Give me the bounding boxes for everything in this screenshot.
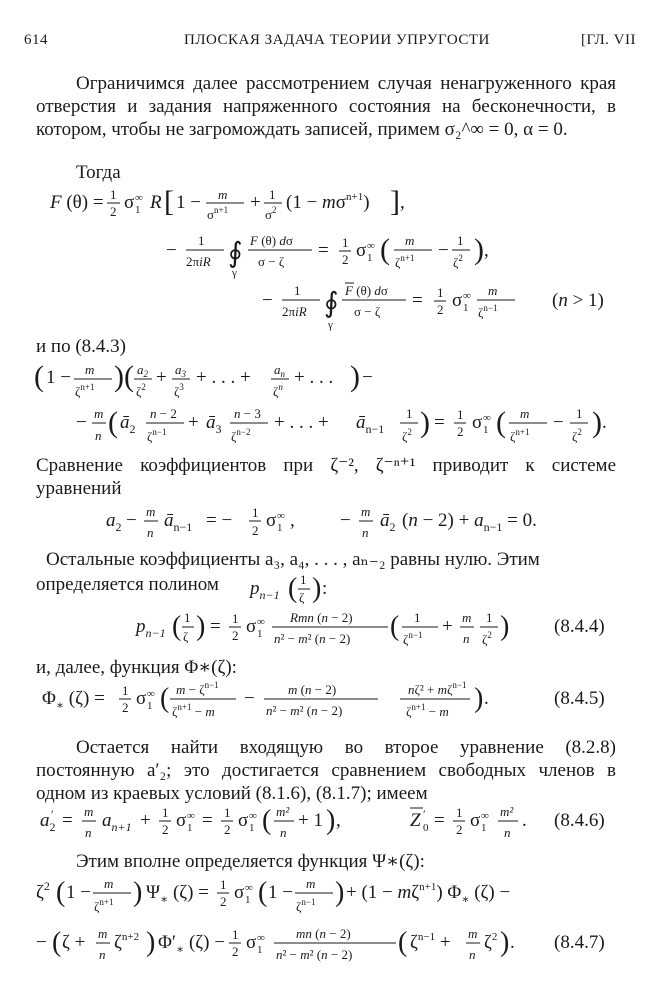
svg-text:+: + — [250, 192, 261, 213]
svg-text:(: ( — [56, 877, 66, 908]
equation-integral-2 — [0, 276, 659, 331]
svg-text:ζn+1: $\zeta^{n+1}$ — [395, 253, 415, 270]
svg-text:σ: σ — [238, 810, 249, 831]
svg-text:∞: ∞ — [257, 932, 265, 944]
svg-text:+ (1 − mζn+1) Φ∗ (ζ) −: + $(1 - m\zeta^{n+1})$ $\Phi_∗$ (ζ) − — [346, 881, 511, 906]
svg-text:ζ3: $\zeta^3$ — [174, 382, 184, 399]
svg-text:−: − — [340, 510, 351, 531]
svg-text:F (θ) dσ: F (θ) dσ — [345, 283, 388, 298]
svg-text:m²: m² — [500, 804, 514, 819]
svg-text:σ: σ — [470, 810, 481, 831]
svg-text:ζ: ζ — [299, 590, 305, 605]
svg-text:σ − ζ: σ − ζ — [354, 304, 381, 319]
running-header — [24, 32, 636, 54]
svg-text:(n > 1): (n > 1) — [552, 290, 604, 311]
svg-text:Φ∗ (ζ) =: $\Phi_∗$ (ζ) = — [42, 688, 105, 712]
svg-text:ζ2: $\zeta^2$ — [572, 427, 582, 444]
svg-text:2: 2 — [457, 424, 464, 439]
svg-text:γ: γ — [232, 267, 237, 279]
svg-text:(: ( — [172, 611, 182, 642]
page-number: 614 — [24, 32, 48, 48]
svg-text:): ) — [420, 406, 430, 439]
svg-text:m (n − 2): m (n − 2) — [288, 682, 337, 697]
svg-text:n − 2: n − 2 — [150, 406, 177, 421]
svg-text:a2: $a_2$ — [137, 362, 148, 379]
svg-text:1 −: 1 − — [268, 882, 293, 903]
svg-text:): ) — [592, 406, 602, 439]
svg-text:1: 1 — [367, 252, 373, 264]
svg-text:1: 1 — [257, 628, 263, 640]
svg-text:1: 1 — [245, 894, 251, 906]
svg-text:1: 1 — [342, 235, 349, 250]
svg-text:ζ2: $\zeta^2$ — [482, 630, 492, 647]
svg-text:Z: Z — [410, 810, 421, 831]
svg-text:σn+1: $\sigma^{n+1}$ — [207, 205, 229, 222]
svg-text:m: m — [94, 406, 104, 421]
svg-text:m: m — [306, 876, 316, 891]
svg-text:(: ( — [258, 877, 268, 908]
svg-text:m: m — [98, 926, 108, 941]
svg-text:∞: ∞ — [245, 882, 253, 894]
svg-text:−: − — [438, 240, 449, 261]
svg-text:Ψ∗ (ζ) =: $\Psi_∗$ (ζ) = — [146, 882, 209, 906]
svg-text:∞: ∞ — [481, 810, 489, 822]
equation-constant — [0, 800, 659, 840]
remains-paragraph — [36, 736, 616, 805]
svg-text:(: ( — [262, 805, 272, 836]
svg-text:σ: σ — [452, 290, 463, 311]
svg-text:m: m — [85, 362, 95, 377]
svg-text:a3: $a_3$ — [175, 362, 186, 379]
svg-text:nζ² + mζn−1: $n\zeta^2 + m\zeta^{n-1}$ — [408, 680, 467, 697]
chapter-label: [ГЛ. VII — [580, 32, 636, 48]
svg-text:1: 1 — [257, 944, 263, 956]
svg-text:ā3: $ā_3$ — [206, 412, 222, 436]
svg-text:): ) — [500, 927, 510, 958]
svg-text:(: ( — [398, 927, 408, 958]
svg-text:=: = — [62, 810, 73, 831]
svg-text:ζ2: $\zeta^2$ — [36, 879, 50, 903]
svg-text:)(: )( — [114, 360, 134, 393]
svg-text:ā2: $ā_2$ — [120, 412, 136, 436]
and-by-text: и по (8.4.3) — [36, 336, 126, 357]
svg-text:2πiR: 2πiR — [186, 254, 211, 269]
svg-text:): ) — [335, 877, 345, 908]
svg-text:,: , — [484, 240, 489, 261]
svg-text:−: − — [126, 510, 137, 531]
svg-text:2: 2 — [456, 822, 463, 837]
svg-text:−: − — [36, 932, 47, 953]
svg-text:γ: γ — [328, 319, 333, 331]
svg-text:m: m — [84, 804, 94, 819]
svg-text:2: 2 — [110, 204, 117, 219]
svg-text:(: ( — [34, 360, 44, 393]
svg-text:σ: σ — [472, 412, 483, 433]
eq-number-845: (8.4.5) — [554, 688, 605, 709]
running-title: ПЛОСКАЯ ЗАДАЧА ТЕОРИИ УПРУГОСТИ — [184, 32, 490, 48]
svg-text:mn (n − 2): mn (n − 2) — [296, 926, 351, 941]
svg-text:+ 1: + 1 — [298, 810, 323, 831]
svg-text:): ) — [312, 573, 322, 604]
svg-text:ζn−1: $\zeta^{n-1}$ — [147, 427, 167, 444]
eq-number-847: (8.4.7) — [554, 932, 605, 953]
svg-text:−: − — [362, 367, 373, 388]
eq-number-846: (8.4.6) — [554, 810, 605, 831]
svg-text:): ) — [500, 611, 510, 642]
svg-text:n: n — [85, 825, 92, 840]
svg-text:+ . . . +: + . . . + — [196, 367, 251, 388]
svg-text:m: m — [468, 926, 478, 941]
svg-text:n² − m² (n − 2): n² − m² (n − 2) — [274, 631, 351, 646]
svg-text:1: 1 — [576, 406, 583, 421]
svg-text:ζn−1: $\zeta^{n-1}$ — [478, 303, 498, 320]
svg-text:=: = — [434, 810, 445, 831]
svg-text:1: 1 — [232, 927, 239, 942]
svg-text:ān−1: $ā_{n-1}$ — [356, 412, 385, 436]
svg-text:n: n — [99, 947, 106, 962]
rest-coeffs-line1: Остальные коэффициенты a₃, a₄, . . . , aₙ₋₂ равны нулю. Этим — [46, 549, 540, 570]
svg-text:1: 1 — [232, 611, 239, 626]
svg-text:): ) — [350, 360, 360, 393]
svg-text:(: ( — [160, 683, 170, 714]
svg-text:σ: σ — [356, 240, 367, 261]
svg-text:∞: ∞ — [277, 510, 285, 522]
svg-text:(: ( — [380, 233, 390, 266]
svg-text:2: 2 — [162, 822, 169, 837]
intro-paragraph — [36, 72, 616, 141]
svg-text:=: = — [210, 616, 221, 637]
svg-text:ζn+1: $\zeta^{n+1}$ — [75, 382, 95, 399]
svg-text:.: . — [510, 932, 515, 953]
svg-text:ζn+1 − m: $\zeta^{n+1} - m$ — [406, 702, 449, 719]
svg-text:1: 1 — [122, 683, 129, 698]
svg-text:0: 0 — [423, 822, 429, 834]
equation-f-theta — [0, 182, 659, 222]
svg-text:n: n — [504, 825, 511, 840]
svg-text:n − 3: n − 3 — [234, 406, 261, 421]
svg-text:+ . . . +: + . . . + — [274, 412, 329, 433]
svg-text:+: + — [140, 810, 151, 831]
svg-text:.: . — [484, 688, 489, 709]
svg-text:(1 − mσn+1): $(1 - m\sigma^{n+1})$ — [286, 191, 370, 213]
svg-text:−: − — [244, 688, 255, 709]
svg-text:−: − — [166, 240, 177, 261]
svg-text:2: 2 — [437, 302, 444, 317]
svg-text::: : — [322, 578, 328, 599]
svg-text:n: n — [147, 525, 154, 540]
svg-text:−: − — [76, 412, 87, 433]
svg-text:ζn−1 +: $\zeta^{n-1}$ + — [410, 931, 451, 953]
svg-text:n: n — [362, 525, 369, 540]
svg-text:m: m — [146, 504, 156, 519]
comparison-paragraph — [36, 454, 616, 500]
svg-text:1: 1 — [269, 187, 276, 202]
svg-text:2: 2 — [232, 628, 239, 643]
svg-text:an+1: $a_{n+1}$ — [102, 810, 132, 834]
svg-text:ζn−1: $\zeta^{n-1}$ — [296, 897, 316, 914]
svg-text:ān−1: $ā_{n-1}$ — [164, 510, 193, 534]
svg-text:∞: ∞ — [367, 240, 375, 252]
svg-text:1: 1 — [483, 424, 489, 436]
svg-text:−: − — [262, 290, 273, 311]
svg-text:1: 1 — [162, 805, 169, 820]
svg-text:2: 2 — [224, 822, 231, 837]
svg-text:1: 1 — [252, 505, 259, 520]
svg-text:): ) — [146, 927, 156, 958]
svg-text:1: 1 — [224, 805, 231, 820]
svg-text:1 −: 1 − — [46, 367, 71, 388]
svg-text:= −: = − — [206, 510, 233, 531]
svg-text:2: 2 — [252, 523, 259, 538]
svg-text:σ − ζ: σ − ζ — [258, 254, 285, 269]
svg-text:): ) — [474, 683, 484, 714]
svg-text:(: ( — [496, 406, 506, 439]
function-phi-text: и, далее, функция Φ∗(ζ): — [36, 657, 237, 678]
svg-text:(: ( — [108, 406, 118, 439]
svg-text:2: 2 — [342, 252, 349, 267]
svg-text:1: 1 — [147, 700, 153, 712]
svg-text:ζ2: $\zeta^2$ — [453, 253, 463, 270]
svg-text:1: 1 — [406, 406, 413, 421]
svg-text:+: + — [156, 367, 167, 388]
svg-text:a2: $a_2$ — [106, 510, 122, 534]
svg-text:1: 1 — [300, 572, 307, 587]
svg-text:(: ( — [288, 573, 298, 604]
svg-text:1: 1 — [463, 302, 469, 314]
svg-text:=: = — [434, 412, 445, 433]
svg-text:(: ( — [390, 611, 400, 642]
svg-text:ζ2: $\zeta^2$ — [136, 382, 146, 399]
equation-series-b — [0, 400, 659, 444]
svg-text:m: m — [405, 233, 415, 248]
fully-defined-text: Этим вполне определяется функция Ψ∗(ζ): — [76, 851, 425, 872]
svg-text:′: ′ — [51, 807, 54, 821]
svg-text:+: + — [188, 412, 199, 433]
svg-text:2: 2 — [220, 894, 227, 909]
svg-text:.: . — [522, 810, 527, 831]
svg-text:ζn: $\zeta^n$ — [273, 382, 283, 399]
svg-text:σ: σ — [136, 688, 147, 709]
equation-series-a — [0, 356, 659, 399]
equation-phi — [0, 676, 659, 719]
svg-text:]: ] — [390, 185, 400, 218]
svg-text:R: R — [150, 192, 162, 213]
svg-text:ζn+2: $\zeta^{n+2}$ — [114, 931, 140, 953]
svg-text:ζ2: $\zeta^2$ — [484, 931, 498, 953]
svg-text:,: , — [290, 510, 295, 531]
svg-text:σ: σ — [124, 192, 135, 213]
svg-text:ζ +: ζ + — [62, 932, 86, 953]
svg-text:.: . — [602, 412, 607, 433]
svg-text:1: 1 — [249, 822, 255, 834]
svg-text:+: + — [442, 616, 453, 637]
svg-text:ζn−2: $\zeta^{n-2}$ — [231, 427, 251, 444]
svg-text:′: ′ — [423, 807, 426, 821]
intro-text: Ограничимся далее рассмотрением случая ненагруженного края отверстия и задания напряженного состояния на бесконечности, в котором, чтобы не загромождать записей, примем σ₂^∞ = 0, α = 0. — [36, 73, 616, 140]
svg-text:σ: σ — [246, 932, 257, 953]
svg-text:): ) — [196, 611, 206, 642]
svg-text:σ: σ — [266, 510, 277, 531]
svg-text:1 −: 1 − — [66, 882, 91, 903]
svg-text:1: 1 — [437, 285, 444, 300]
svg-text:1: 1 — [198, 233, 205, 248]
svg-text:+ . . .: + . . . — [294, 367, 334, 388]
svg-text:): ) — [474, 233, 484, 266]
svg-text:∞: ∞ — [187, 810, 195, 822]
svg-text:1: 1 — [110, 187, 117, 202]
svg-text:m: m — [520, 406, 530, 421]
togda-text: Тогда — [76, 162, 121, 183]
svg-text:m − ζn−1: $m - \zeta^{n-1}$ — [176, 680, 219, 697]
svg-text:m: m — [361, 504, 371, 519]
svg-text:pn−1: $p_{n-1}$ — [250, 578, 280, 602]
svg-text:−: − — [553, 412, 564, 433]
svg-text:n: n — [280, 825, 287, 840]
svg-text:1: 1 — [187, 822, 193, 834]
equation-integral-1 — [0, 226, 659, 279]
svg-text:(: ( — [52, 927, 62, 958]
svg-text:m: m — [488, 283, 498, 298]
svg-text:σ2: $\sigma^2$ — [265, 205, 277, 222]
svg-text:=: = — [412, 290, 423, 311]
svg-text:1: 1 — [135, 204, 141, 216]
svg-text:∞: ∞ — [463, 290, 471, 302]
equation-psi-b — [0, 920, 659, 962]
svg-text:): ) — [326, 805, 336, 836]
svg-text:1: 1 — [481, 822, 487, 834]
svg-text:∞: ∞ — [147, 688, 155, 700]
svg-text:Φ′∗ (ζ) −: $\Phi'_∗$ (ζ) − — [158, 932, 225, 956]
eq-number-844: (8.4.4) — [554, 616, 605, 637]
svg-text:∞: ∞ — [135, 192, 143, 204]
svg-text:∞: ∞ — [249, 810, 257, 822]
svg-text:F (θ) =: F (θ) = — [50, 192, 104, 213]
svg-text:n: n — [463, 631, 470, 646]
svg-text:∞: ∞ — [483, 412, 491, 424]
comparison-text: Сравнение коэффициентов при ζ⁻², ζ⁻ⁿ⁺¹ приводит к системе уравнений — [36, 455, 616, 499]
svg-text:1: 1 — [220, 877, 227, 892]
svg-text:1: 1 — [456, 805, 463, 820]
svg-text:∞: ∞ — [257, 616, 265, 628]
svg-text:): ) — [133, 877, 143, 908]
svg-text:2πiR: 2πiR — [282, 304, 307, 319]
svg-text:1: 1 — [414, 610, 421, 625]
svg-text:∮: ∮ — [228, 238, 243, 269]
svg-text:Rmn (n − 2): Rmn (n − 2) — [290, 610, 353, 625]
svg-text:=: = — [202, 810, 213, 831]
svg-text:F (θ) dσ: F (θ) dσ — [250, 233, 293, 248]
svg-text:m: m — [104, 876, 114, 891]
svg-text:m²: m² — [276, 804, 290, 819]
svg-text:1: 1 — [486, 610, 493, 625]
svg-text:ζn+1: $\zeta^{n+1}$ — [94, 897, 114, 914]
svg-text:1 −: 1 − — [176, 192, 201, 213]
svg-text:1: 1 — [184, 610, 191, 625]
svg-text:m: m — [218, 187, 228, 202]
svg-text:ζn−1: $\zeta^{n-1}$ — [403, 630, 423, 647]
svg-text:n² − m² (n − 2): n² − m² (n − 2) — [276, 947, 353, 962]
svg-text:n: n — [95, 428, 102, 443]
svg-text:a2: $a_2$ — [40, 810, 56, 834]
svg-text:m: m — [462, 610, 472, 625]
svg-text:,: , — [400, 192, 405, 213]
svg-text:1: 1 — [457, 233, 464, 248]
svg-text:1: 1 — [277, 522, 283, 534]
svg-text:ζn+1 − m: $\zeta^{n+1} - m$ — [172, 702, 215, 719]
svg-text:σ: σ — [176, 810, 187, 831]
svg-text:,: , — [336, 810, 341, 831]
svg-text:=: = — [318, 240, 329, 261]
svg-text:σ: σ — [246, 616, 257, 637]
svg-text:n: n — [469, 947, 476, 962]
svg-text:2: 2 — [122, 700, 129, 715]
svg-text:1: 1 — [294, 283, 301, 298]
svg-text:1: 1 — [457, 407, 464, 422]
svg-text:(n − 2) + an−1 = 0.: $(n - 2) + a_{n-1} = 0$. — [402, 510, 537, 534]
svg-text:an: $a_n$ — [274, 362, 285, 379]
remains-text: Остается найти входящую во второе уравнение (8.2.8) постоянную a′₂; это достигается сравнением свободных членов в одном из краевых условий (8.1.6), (8.1.7); имеем — [36, 737, 616, 804]
svg-text:ζ2: $\zeta^2$ — [402, 427, 412, 444]
svg-text:2: 2 — [232, 944, 239, 959]
equation-psi-a — [0, 870, 659, 914]
svg-text:pn−1: $p_{n-1}$ — [136, 616, 166, 640]
svg-text:ζn+1: $\zeta^{n+1}$ — [510, 427, 530, 444]
svg-text:ā2: $ā_2$ — [380, 510, 396, 534]
svg-text:n² − m² (n − 2): n² − m² (n − 2) — [266, 703, 343, 718]
equation-polynomial — [0, 604, 659, 647]
svg-text:∮: ∮ — [324, 288, 339, 319]
equation-system — [0, 502, 659, 540]
svg-text:[: [ — [164, 185, 174, 218]
svg-text:σ: σ — [234, 882, 245, 903]
rest-coeffs-line2: определяется полином — [36, 574, 219, 595]
svg-text:ζ: ζ — [183, 629, 189, 644]
